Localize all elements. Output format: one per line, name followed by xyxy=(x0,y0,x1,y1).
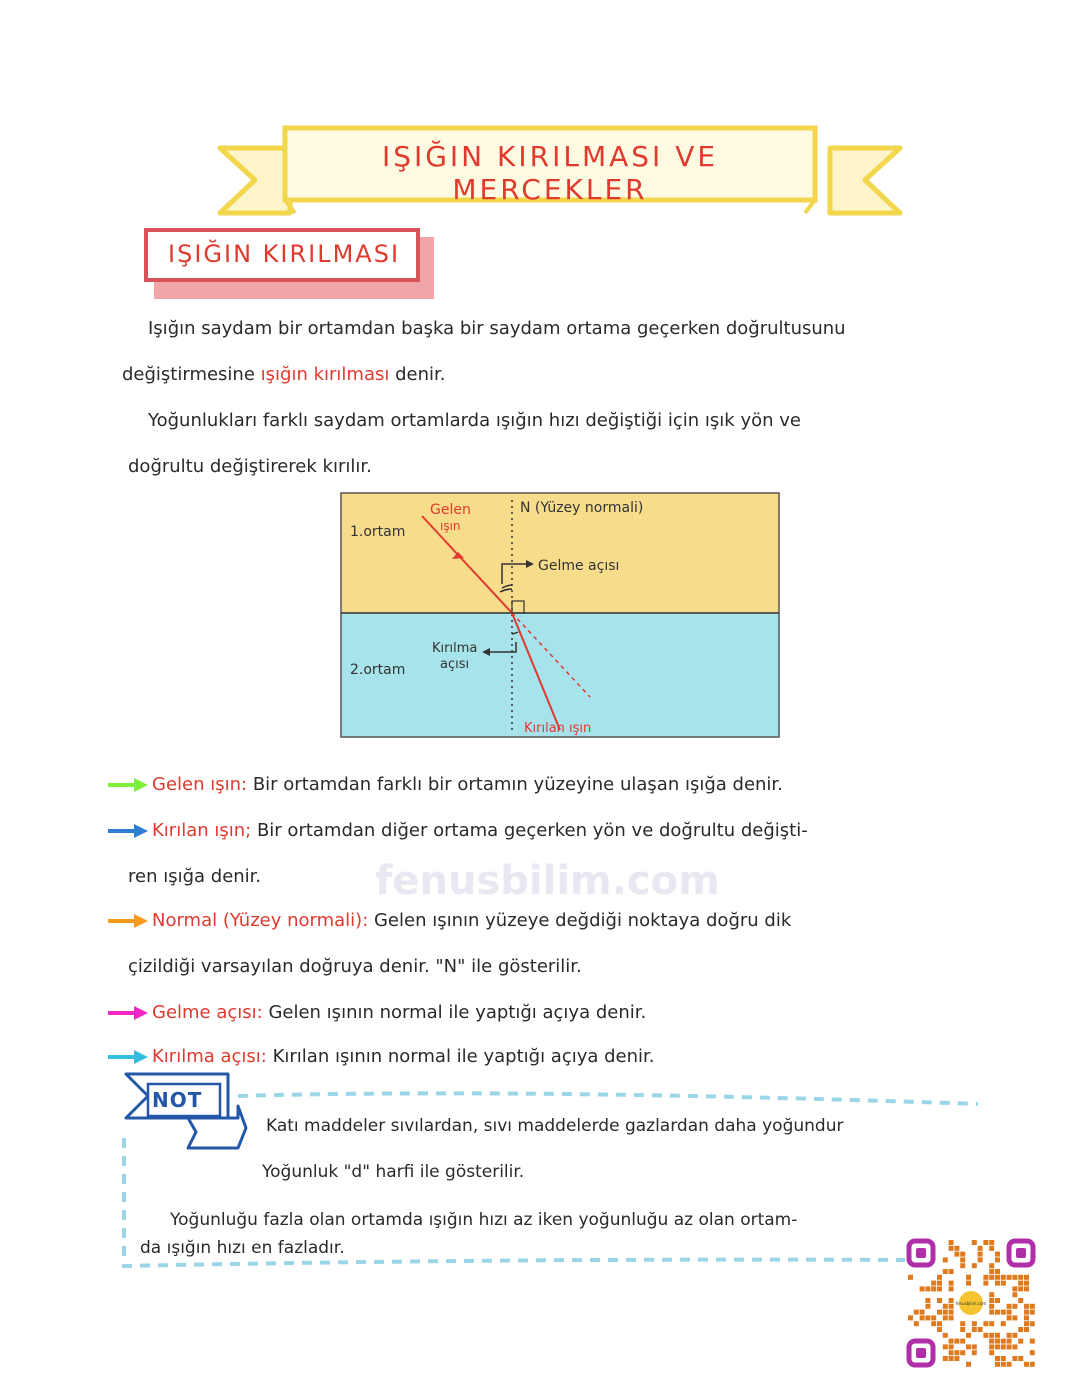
intro-line-2-pre: değiştirmesine xyxy=(122,364,261,385)
definition-term: Kırılma açısı: xyxy=(152,1046,267,1067)
definition-text: Bir ortamdan diğer ortama geçerken yön ve doğrultu değişti- xyxy=(251,820,808,841)
definition-term: Gelen ışın: xyxy=(152,774,248,795)
section-heading: IŞIĞIN KIRILMASI xyxy=(168,240,401,268)
note-line-3: Yoğunluğu fazla olan ortamda ışığın hızı az iken yoğunluğu az olan ortam- xyxy=(170,1210,798,1230)
qr-code-icon[interactable] xyxy=(905,1237,1037,1369)
definition-continuation: çizildiği varsayılan doğruya denir. "N" ile gösterilir. xyxy=(128,956,582,977)
definition-term: Normal (Yüzey normali): xyxy=(152,910,369,931)
arrow-icon xyxy=(108,1047,148,1067)
refraction-angle-label-2: açısı xyxy=(440,657,470,672)
watermark: fenusbilim.com xyxy=(375,858,720,904)
incident-ray-label-1: Gelen xyxy=(430,502,471,518)
medium-2-region xyxy=(341,613,779,737)
arrow-icon xyxy=(108,911,148,931)
intro-line-2 xyxy=(122,352,445,398)
intro-line-1: Işığın saydam bir ortamdan başka bir saydam ortama geçerken doğrultusunu xyxy=(148,318,846,339)
refracted-ray-label: Kırılan ışın xyxy=(524,721,592,736)
incidence-angle-label: Gelme açısı xyxy=(538,558,620,574)
arrow-icon xyxy=(108,821,148,841)
intro-line-2-post: denir. xyxy=(389,364,446,385)
definition-text: Gelen ışının yüzeye değdiği noktaya doğru dik xyxy=(368,910,792,931)
note-line-1: Katı maddeler sıvılardan, sıvı maddelerde gazlardan daha yoğundur xyxy=(266,1116,844,1136)
definition-continuation: ren ışığa denir. xyxy=(128,866,262,887)
definition-normal xyxy=(108,898,791,944)
definition-term: Gelme açısı: xyxy=(152,1002,263,1023)
intro-term: ışığın kırılması xyxy=(260,364,390,385)
definition-text: Bir ortamdan farklı bir ortamın yüzeyine ulaşan ışığa denir. xyxy=(247,774,783,795)
refraction-diagram xyxy=(340,492,780,738)
definition-text: Kırılan ışının normal ile yaptığı açıya denir. xyxy=(266,1046,655,1067)
definition-refracted-ray xyxy=(108,808,808,854)
medium-1-label: 1.ortam xyxy=(350,524,406,540)
normal-label: N (Yüzey normali) xyxy=(520,500,644,516)
qr-caption: fenusbilim.com xyxy=(955,1301,987,1306)
definition-incidence-angle xyxy=(108,990,646,1036)
arrow-icon xyxy=(108,1003,148,1023)
intro-line-3: Yoğunlukları farklı saydam ortamlarda ışığın hızı değiştiği için ışık yön ve xyxy=(148,410,801,431)
note-line-4: da ışığın hızı en fazladır. xyxy=(140,1238,345,1258)
definition-term: Kırılan ışın; xyxy=(152,820,252,841)
note-line-2: Yoğunluk "d" harfi ile gösterilir. xyxy=(262,1162,525,1182)
medium-2-label: 2.ortam xyxy=(350,662,406,678)
definition-text: Gelen ışının normal ile yaptığı açıya denir. xyxy=(262,1002,647,1023)
refraction-angle-label-1: Kırılma xyxy=(432,641,478,656)
definition-incident-ray xyxy=(108,762,783,808)
intro-line-4: doğrultu değiştirerek kırılır. xyxy=(128,456,372,477)
incident-ray-label-2: ışın xyxy=(440,519,461,533)
arrow-icon xyxy=(108,775,148,795)
page-title: IŞIĞIN KIRILMASI VE MERCEKLER xyxy=(381,140,719,206)
note-badge: NOT xyxy=(152,1088,203,1112)
